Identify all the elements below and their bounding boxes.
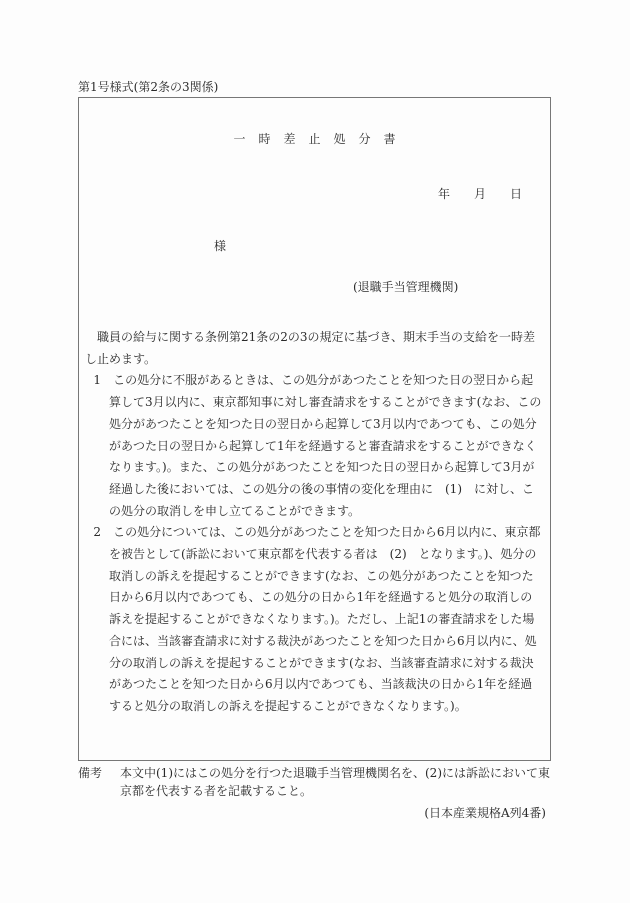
main-paragraph: 職員の給与に関する条例第21条の2の3の規定に基づき、期末手当の支給を一時差し止めます。 [85,330,536,366]
form-box [78,97,551,761]
body-text [85,327,544,718]
list-item-1 [85,370,544,522]
issuer-label: (退職手当管理機関) [353,280,459,294]
remarks [78,764,552,800]
item-number: 1 [93,373,102,388]
remarks-section [78,764,552,822]
document-title: 一時差止処分書 [233,132,409,146]
form-number-label: 第1号様式(第2条の3関係) [78,80,219,94]
paper-size-note: (日本産業規格A列4番) [424,806,546,820]
item-number: 2 [93,525,102,540]
item-text: この処分については、この処分があつたことを知つた日から6月以内に、東京都を被告として(訴訟において東京都を代表する者は (2) となります。)、処分の取消しの訴えを提起することができます(なお、この処分があつたことを知つた日から6月以内であつても、この処分の日から1年を経過すると処分の取消しの訴えを提起することができなくなります。)。ただし、上記1の審査請求をした場合には、当該審査請求に対する裁決があつたことを知つた日から6月以内に、処分の取消しの訴えを提起することができます(なお、当該審査請求に対する裁決があつたことを知つた日から6月以内であつても、当該裁決の日から1年を経過すると処分の取消しの訴えを提起することができなくなります。)。 [109,525,541,713]
item-text: この処分に不服があるときは、この処分があつたことを知つた日の翌日から起算して3月以内に、東京都知事に対し審査請求をすることができます(なお、この処分があつたことを知つた日の翌日から起算して3月以内であつても、この処分があつた日の翌日から起算して1年を経過すると審査請求をすることができなくなります。)。また、この処分があつたことを知つた日の翌日から起算して3月が経過した後においては、この処分の後の事情の変化を理由に (1) に対し、この処分の取消しを申し立てることができます。 [109,373,542,518]
date-line: 年 月 日 [437,187,522,201]
remarks-text: 本文中(1)にはこの処分を行つた退職手当管理機関名を、(2)には訴訟において東京都を代表する者を記載すること。 [120,766,550,798]
addressee-suffix: 様 [214,239,227,253]
list-item-2 [85,522,544,717]
remarks-label: 備考 [78,766,103,780]
